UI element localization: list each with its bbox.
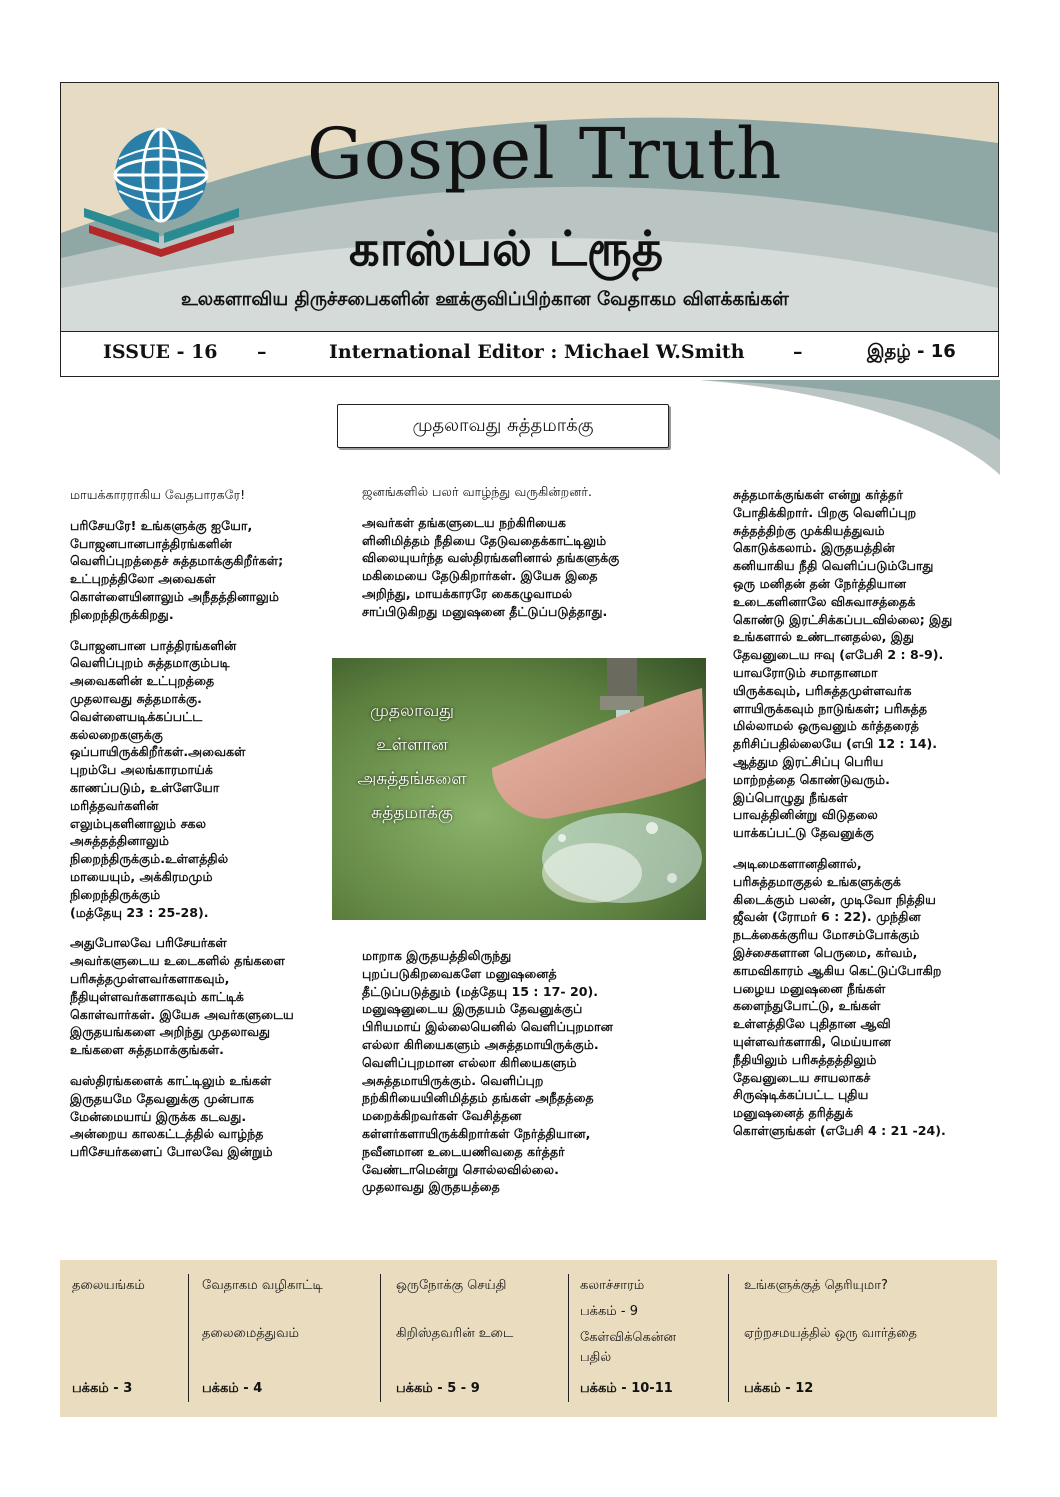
- footer-divider: [568, 1274, 569, 1402]
- footer-sub-christian-dress[interactable]: கிறிஸ்தவரின் உடை: [396, 1326, 514, 1341]
- footer-title-culture[interactable]: கலாச்சாரம்: [580, 1278, 645, 1293]
- article-paragraph: பரிசேயரே! உங்களுக்கு ஐயோ, போஜனபானபாத்திரங்களின் வெளிப்புறத்தைச் சுத்தமாக்குகிறீர்கள்; உட்புறத்திலோ அவைகள் கொள்ளையினாலும் அநீதத்தினாலும் நிறைந்திருக்கிறது.: [70, 517, 284, 622]
- issue-divider: [61, 331, 998, 332]
- issue-dash-right: –: [793, 341, 803, 363]
- photo-caption: [332, 694, 492, 830]
- title-english: Gospel Truth: [307, 113, 783, 195]
- article-paragraph: சுத்தமாக்குங்கள் என்று கர்த்தர் போதிக்கிறார். பிறகு வெளிப்புற சுத்தத்திற்கு முக்கியத்துவம் கொடுக்கலாம். இருதயத்தின் கனியாகிய நீதி வெளிப்படும்போது ஒரு மனிதன் தன் நேர்த்தியான உடைகளினாலே விசுவாசத்தைக் கொண்டு இரட்சிக்கப்படவில்லை; இது உங்களால் உண்டானதல்ல, இது தேவனுடைய ஈவு (எபேசி 2 : 8-9). யாவரோடும் சமாதானமா யிருக்கவும், பரிசுத்தமுள்ளவர்க ளாயிருக்கவும் நாடுங்கள்; பரிசுத்த மில்லாமல் ஒருவனும் கர்த்தரைத் தரிசிப்பதில்லையே (எபி 12 : 14). ஆத்தும இரட்சிப்பு பெரிய மாற்றத்தை கொண்டுவரும். இப்பொழுது நீங்கள் பாவத்தினின்று விடுதலை யாக்கப்பட்டு தேவனுக்கு: [733, 487, 953, 841]
- article-paragraph: மாறாக இருதயத்திலிருந்து புறப்படுகிறவைகளே மனுஷனைத் தீட்டுப்படுத்தும் (மத்தேயு 15 : 17- 20). மனுஷனுடைய இருதயம் தேவனுக்குப் பிரியமாய் இல்லையெனில் வெளிப்புறமான எல்லா கிரியைகளும் அசுத்தமாயிருக்கும். வெளிப்புறமான எல்லா கிரியைகளும் அசுத்தமாயிருக்கும். வெளிப்புற நற்கிரியையினிமித்தம் தங்கள் அநீதத்தை மறைக்கிறவர்கள் வேசித்தன கள்ளர்களாயிருக்கிறார்கள் நேர்த்தியான, நவீனமான உடையணிவதை கர்த்தர் வேண்டாமென்று சொல்லவில்லை. முதலாவது இருதயத்தை: [362, 948, 613, 1195]
- article-paragraph: வஸ்திரங்களைக் காட்டிலும் உங்கள் இருதயமே தேவனுக்கு முன்பாக மேன்மையாய் இருக்க கடவது. அன்றைய காலகட்டத்தில் வாழ்ந்த பரிசேயர்களைப் போலவே இன்றும்: [70, 1072, 273, 1160]
- contents-footer: [60, 1260, 997, 1417]
- decorative-curve: [700, 380, 1000, 480]
- footer-page-did-you-know: பக்கம் - 12: [744, 1381, 814, 1396]
- footer-sub-qa[interactable]: கேள்விக்கென்ன பதில்: [580, 1330, 677, 1365]
- footer-title-editorial[interactable]: தலையங்கம்: [72, 1278, 145, 1293]
- photo-caption-line: உள்ளான: [376, 735, 448, 755]
- article-paragraph: போஜனபான பாத்திரங்களின் வெளிப்புறம் சுத்தமாகும்படி அவைகளின் உட்புறத்தை முதலாவது சுத்தமாக்கு. வெள்ளையடிக்கப்பட்ட கல்லறைகளுக்கு ஒப்பாயிருக்கிறீர்கள்.அவைகள் புறம்பே அலங்காரமாய்க் காணப்படும், உள்ளேயோ மரித்தவர்களின் எலும்புகளினாலும் சகல அசுத்தத்தினாலும் நிறைந்திருக்கும்.உள்ளத்தில் மாயையும், அக்கிரமமும் நிறைந்திருக்கும் (மத்தேயு 23 : 25-28).: [70, 637, 246, 920]
- footer-page-culture: பக்கம் - 10-11: [580, 1381, 673, 1396]
- photo-caption-line: சுத்தமாக்கு: [371, 803, 453, 823]
- footer-sub-leadership[interactable]: தலைமைத்துவம்: [202, 1326, 299, 1341]
- tagline: உலகளாவிய திருச்சபைகளின் ஊக்குவிப்பிற்கான வேதாகம விளக்கங்கள்: [181, 289, 789, 310]
- photo-caption-line: அசுத்தங்களை: [357, 769, 467, 789]
- article-paragraph: அதுபோலவே பரிசேயர்கள் அவர்களுடைய உடைகளில் தங்களை பரிசுத்தமுள்ளவர்களாகவும், நீதியுள்ளவர்களாகவும் காட்டிக் கொள்வார்கள். இயேசு அவர்களுடைய இருதயங்களை அறிந்து முதலாவது உங்களை சுத்தமாக்குங்கள்.: [70, 935, 294, 1058]
- article-paragraph: அவர்கள் தங்களுடைய நற்கிரியைக ளினிமித்தம் நீதியை தேடுவதைக்காட்டிலும் விலையுயர்ந்த வஸ்திரங்களினால் தங்களுக்கு மகிமையை தேடுகிறார்கள். இயேசு இதை அறிந்து, மாயக்காரரே கைகழுவாமல் சாப்பிடுகிறது மனுஷனை தீட்டுப்படுத்தாது.: [362, 514, 620, 619]
- article-column-1: [70, 486, 345, 1174]
- title-tamil: காஸ்பல் ட்ரூத்: [349, 221, 664, 277]
- article-column-2-top: [362, 483, 692, 634]
- footer-sub-culture-page: பக்கம் - 9: [580, 1304, 638, 1319]
- article-heading: முதலாவது சுத்தமாக்கு: [337, 404, 669, 448]
- footer-sub-timely-word[interactable]: ஏற்றசமயத்தில் ஒரு வார்த்தை: [744, 1326, 917, 1341]
- footer-page-bible-guide: பக்கம் - 4: [202, 1381, 263, 1396]
- issue-dash-left: –: [257, 341, 267, 363]
- editor-credit: International Editor : Michael W.Smith: [329, 341, 745, 363]
- issue-number-english: ISSUE - 16: [103, 341, 218, 363]
- issue-number-tamil: இதழ் - 16: [867, 341, 956, 362]
- footer-page-editorial: பக்கம் - 3: [72, 1381, 133, 1396]
- photo-caption-line: முதலாவது: [370, 701, 454, 721]
- footer-divider: [728, 1274, 729, 1402]
- footer-title-focus-message[interactable]: ஒருநோக்கு செய்தி: [396, 1278, 507, 1293]
- globe-bible-logo-icon: [79, 113, 244, 263]
- article-column-2-bottom: [362, 947, 692, 1209]
- footer-title-did-you-know[interactable]: உங்களுக்குத் தெரியுமா?: [744, 1278, 888, 1293]
- article-paragraph: மாயக்காரராகிய வேதபாரகரே!: [70, 487, 246, 502]
- article-paragraph: அடிமைகளானதினால், பரிசுத்தமாகுதல் உங்களுக்குக் கிடைக்கும் பலன், முடிவோ நித்திய ஜீவன் (ரோமர் 6 : 22). முந்தின நடக்கைக்குரிய மோசம்போக்கும் இச்சைகளான பெருமை, கர்வம், காமவிகாரம் ஆகிய கெட்டுப்போகிற பழைய மனுஷனை நீங்கள் களைந்துபோட்டு, உங்கள் உள்ளத்திலே புதிதான ஆவி யுள்ளவர்களாகி, மெய்யான நீதியிலும் பரிசுத்தத்திலும் தேவனுடைய சாயலாகச் சிருஷ்டிக்கப்பட்ட புதிய மனுஷனைத் தரித்துக் கொள்ளுங்கள் (எபேசி 4 : 21 -24).: [733, 855, 946, 1138]
- masthead: [60, 82, 999, 377]
- footer-title-bible-guide[interactable]: வேதாகம வழிகாட்டி: [202, 1278, 323, 1293]
- water-hand-photo: [332, 658, 706, 920]
- footer-page-focus-message: பக்கம் - 5 - 9: [396, 1381, 480, 1396]
- article-paragraph: ஜனங்களில் பலர் வாழ்ந்து வருகின்றனர்.: [362, 484, 592, 499]
- footer-divider: [380, 1274, 381, 1402]
- footer-divider: [188, 1274, 189, 1402]
- article-column-3: [733, 486, 993, 1153]
